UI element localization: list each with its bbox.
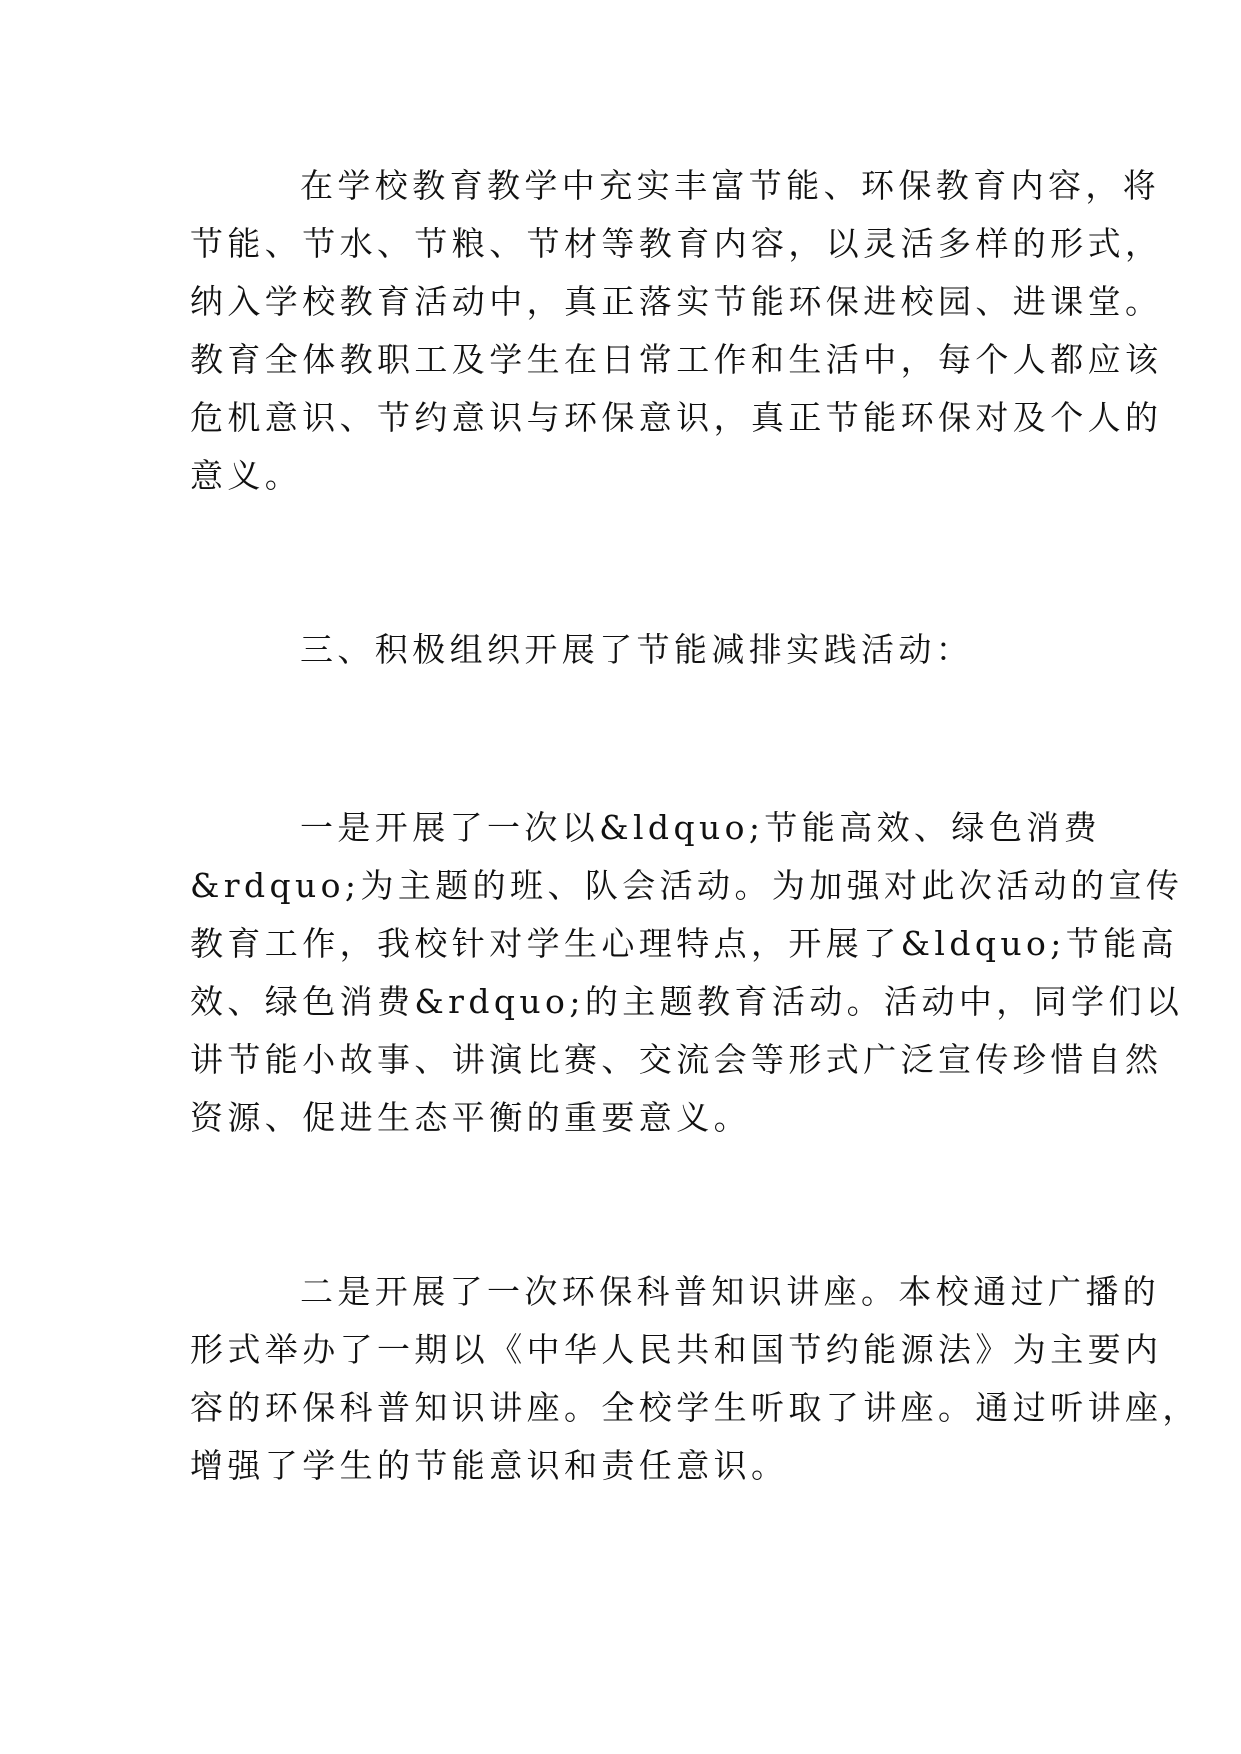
paragraph-1-line-4: 教育全体教职工及学生在日常工作和生活中，每个人都应该 <box>190 340 1163 379</box>
paragraph-2-line-2: &rdquo;为主题的班、队会活动。为加强对此次活动的宣传 <box>190 866 1184 905</box>
paragraph-2-line-6: 资源、促进生态平衡的重要意义。 <box>190 1098 751 1137</box>
paragraph-1-line-2: 节能、节水、节粮、节材等教育内容，以灵活多样的形式， <box>190 224 1163 263</box>
paragraph-1-line-6: 意义。 <box>190 456 303 495</box>
paragraph-2-line-5: 讲节能小故事、讲演比赛、交流会等形式广泛宣传珍惜自然 <box>190 1040 1163 1079</box>
paragraph-3-line-1: 二是开展了一次环保科普知识讲座。本校通过广播的 <box>300 1272 1161 1311</box>
section-heading: 三、积极组织开展了节能减排实践活动： <box>300 630 974 669</box>
paragraph-2-line-4: 效、绿色消费&rdquo;的主题教育活动。活动中，同学们以 <box>190 982 1184 1021</box>
paragraph-3-line-4: 增强了学生的节能意识和责任意识。 <box>190 1446 789 1485</box>
paragraph-2-line-3: 教育工作，我校针对学生心理特点，开展了&ldquo;节能高 <box>190 924 1179 963</box>
paragraph-3-line-3: 容的环保科普知识讲座。全校学生听取了讲座。通过听讲座， <box>190 1388 1200 1427</box>
paragraph-3-line-2: 形式举办了一期以《中华人民共和国节约能源法》为主要内 <box>190 1330 1163 1369</box>
paragraph-1-line-3: 纳入学校教育活动中，真正落实节能环保进校园、进课堂。 <box>190 282 1163 321</box>
paragraph-1-line-5: 危机意识、节约意识与环保意识，真正节能环保对及个人的 <box>190 398 1163 437</box>
paragraph-1-line-1: 在学校教育教学中充实丰富节能、环保教育内容，将 <box>300 166 1161 205</box>
paragraph-2-line-1: 一是开展了一次以&ldquo;节能高效、绿色消费 <box>300 808 1102 847</box>
